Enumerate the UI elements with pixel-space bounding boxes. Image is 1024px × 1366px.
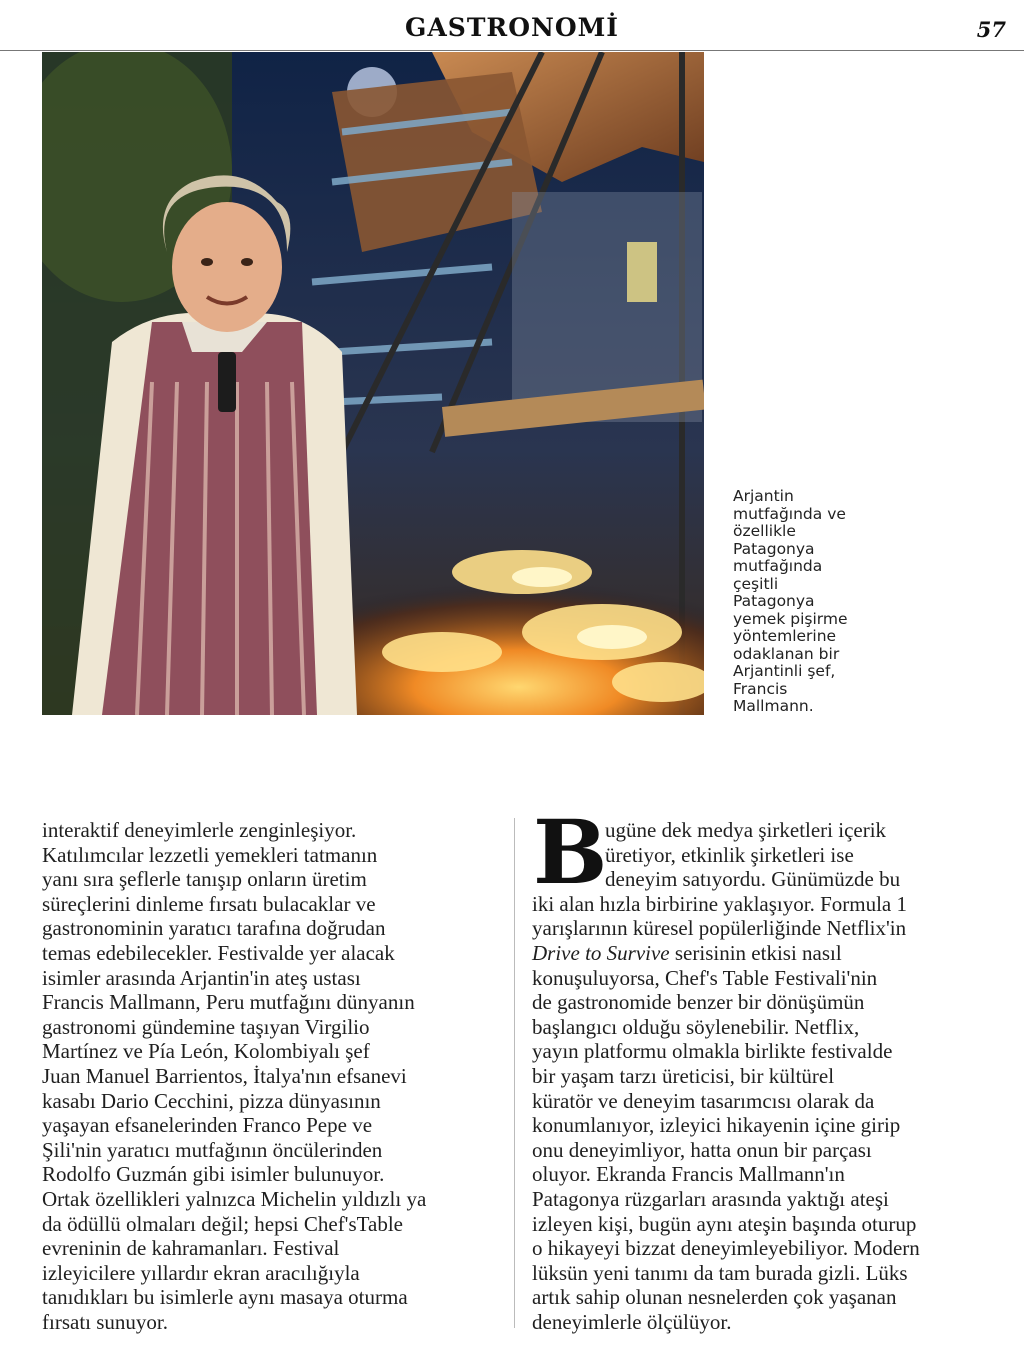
caption-line: Patagonya (733, 539, 815, 558)
caption-line: mutfağında (733, 557, 823, 575)
page-header (0, 0, 1024, 51)
body-line: Şili'nin yaratıcı mutfağının öncülerinden (42, 1137, 383, 1162)
chef-photo (42, 52, 704, 715)
photo-caption (733, 488, 883, 716)
body-line: ugüne dek medya şirketleri içerik (605, 818, 887, 842)
page-number: 57 (976, 17, 1006, 42)
series-title: Drive to Survive (532, 940, 670, 965)
drop-cap: B (533, 800, 608, 904)
body-line: süreçlerini dinleme fırsatı bulacaklar ve (42, 891, 376, 916)
body-line: yanı sıra şeflerle tanışıp onların üretim (42, 867, 367, 892)
body-line: de gastronomide benzer bir dönüşümün (532, 990, 865, 1015)
body-line: Francis Mallmann, Peru mutfağını dünyanın (42, 990, 415, 1015)
caption-line: Mallmann. (733, 697, 814, 715)
body-line: artık sahip olunan nesnelerden çok yaşanan (532, 1285, 897, 1310)
body-line: deneyimlerle ölçülüyor. (532, 1309, 732, 1334)
body-line: gastronomi gündemine taşıyan Virgilio (42, 1014, 370, 1039)
body-line: interaktif deneyimlerle zenginleşiyor. (42, 818, 357, 842)
body-line: izleyicilere yıllardır ekran aracılığıyla (42, 1260, 360, 1285)
body-line: bir yaşam tarzı üreticisi, bir kültürel (532, 1063, 835, 1088)
caption-line: Francis (733, 679, 788, 698)
body-line: gastronominin yaratıcı tarafına doğrudan (42, 916, 386, 941)
body-line: Martínez ve Pía León, Kolombiyalı şef (42, 1039, 370, 1064)
caption-line: Arjantin (733, 487, 794, 505)
body-line: konumlanıyor, izleyici hikayenin içine girip (532, 1113, 901, 1138)
body-line: lüksün yeni tanımı da tam burada gizli. Lüks (532, 1260, 908, 1285)
body-line: başlangıcı olduğu söylenebilir. Netflix, (532, 1014, 860, 1039)
caption-line: Arjantinli şef, (733, 662, 836, 680)
body-line: Juan Manuel Barrientos, İtalya'nın efsanevi (42, 1063, 407, 1088)
body-line-rest: serisinin etkisi nasıl (674, 940, 842, 965)
body-line: küratör ve deneyim tasarımcısı olarak da (532, 1088, 875, 1113)
body-line: üretiyor, etkinlik şirketleri ise (605, 842, 854, 867)
body-line: Patagonya rüzgarları arasında yaktığı ateşi (532, 1186, 889, 1211)
body-line: kasabı Dario Cecchini, pizza dünyasının (42, 1088, 381, 1113)
body-line: yarışlarının küresel popülerliğinde Netflix'in (532, 916, 907, 941)
body-line: Ortak özellikleri yalnızca Michelin yıldızlı ya (42, 1186, 427, 1211)
body-line: onu deneyimliyor, hatta onun bir parçası (532, 1137, 872, 1162)
body-line: deneyim satıyordu. Günümüzde bu (605, 867, 901, 892)
body-line: yayın platformu olmakla birlikte festivalde (532, 1039, 893, 1064)
caption-line: özellikle (733, 522, 796, 540)
body-line: Rodolfo Guzmán gibi isimler bulunuyor. (42, 1162, 385, 1187)
column-divider (514, 818, 515, 1328)
chef-photo-illustration (42, 52, 704, 715)
body-line: o hikayeyi bizzat deneyimleyebiliyor. Modern (532, 1236, 920, 1261)
caption-line: odaklanan bir (733, 644, 840, 663)
body-line: evreninin de kahramanları. Festival (42, 1236, 340, 1261)
body-line: iki alan hızla birbirine yaklaşıyor. Formula 1 (532, 891, 907, 916)
body-line: Katılımcılar lezzetli yemekleri tatmanın (42, 842, 378, 867)
body-line: fırsatı sunuyor. (42, 1309, 168, 1334)
body-line (532, 941, 992, 966)
caption-line: yöntemlerine (733, 627, 837, 645)
body-line: tanıdıkları bu isimlerle aynı masaya oturma (42, 1285, 408, 1310)
body-line: oluyor. Ekranda Francis Mallmann'ın (532, 1162, 845, 1187)
body-line: konuşuluyorsa, Chef's Table Festivali'nin (532, 965, 878, 990)
body-line: yaşayan efsanelerinden Franco Pepe ve (42, 1113, 373, 1138)
article-right-column (532, 818, 992, 1334)
caption-line: mutfağında ve (733, 504, 846, 523)
article-left-column (42, 818, 502, 1334)
body-line: temas edebilecekler. Festivalde yer alacak (42, 940, 395, 965)
body-line: da ödüllü olmaları değil; hepsi Chef'sTable (42, 1211, 403, 1236)
caption-line: Patagonya (733, 592, 815, 610)
caption-line: çeşitli (733, 574, 779, 593)
caption-line: yemek pişirme (733, 609, 848, 628)
body-line: isimler arasında Arjantin'in ateş ustası (42, 965, 361, 990)
section-title: GASTRONOMİ (405, 13, 619, 42)
body-line: izleyen kişi, bugün aynı ateşin başında oturup (532, 1211, 917, 1236)
